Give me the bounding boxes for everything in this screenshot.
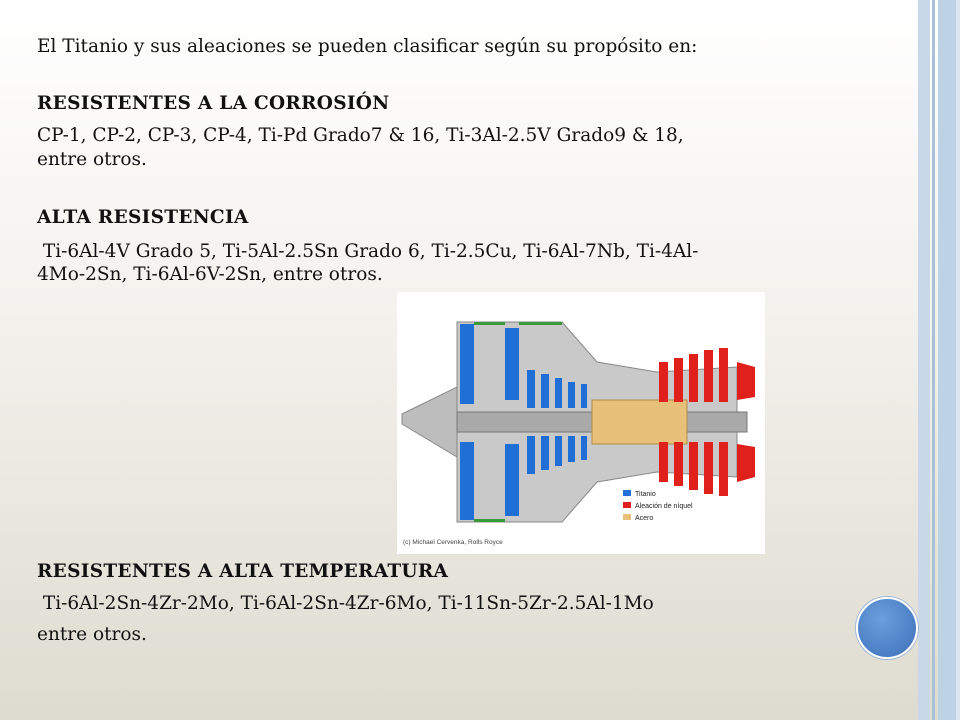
section-text-line: CP-1, CP-2, CP-3, CP-4, Ti-Pd Grado7 & 16, Ti-3Al-2.5V Grado9 & 18,: [37, 125, 684, 146]
section-text-line: Ti-6Al-2Sn-4Zr-2Mo, Ti-6Al-2Sn-4Zr-6Mo, Ti-11Sn-5Zr-2.5Al-1Mo: [37, 593, 654, 614]
section-heading-high-strength: ALTA RESISTENCIA: [37, 207, 249, 228]
intro-text: El Titanio y sus aleaciones se pueden clasificar según su propósito en:: [37, 36, 698, 57]
jet-engine-cutaway-figure: [397, 292, 765, 554]
rail-stripe: [932, 0, 935, 720]
section-heading-high-temperature: RESISTENTES A ALTA TEMPERATURA: [37, 561, 449, 582]
section-heading-corrosion: RESISTENTES A LA CORROSIÓN: [37, 93, 390, 114]
section-text-line: 4Mo-2Sn, Ti-6Al-6V-2Sn, entre otros.: [37, 264, 383, 285]
legend-swatch-nickel-alloy: [623, 502, 631, 508]
rail-stripe: [918, 0, 930, 720]
right-decorative-rail: [918, 0, 960, 720]
jet-engine-illustration: [397, 292, 765, 554]
section-text-line: entre otros.: [37, 149, 147, 170]
figure-credit: (c) Michael Cervenka, Rolls Royce: [403, 539, 503, 546]
rail-stripe: [956, 0, 960, 720]
rail-stripe: [938, 0, 956, 720]
decorative-circle: [856, 597, 918, 659]
legend-swatch-titanium: [623, 490, 631, 496]
legend-label-nickel-alloy: Aleación de níquel: [635, 503, 693, 510]
section-text-line: entre otros.: [37, 624, 147, 645]
legend-label-steel: Acero: [635, 515, 654, 522]
section-text-line: Ti-6Al-4V Grado 5, Ti-5Al-2.5Sn Grado 6, Ti-2.5Cu, Ti-6Al-7Nb, Ti-4Al-: [37, 241, 699, 262]
legend-label-titanium: Titanio: [635, 491, 656, 498]
legend-swatch-steel: [623, 514, 631, 520]
